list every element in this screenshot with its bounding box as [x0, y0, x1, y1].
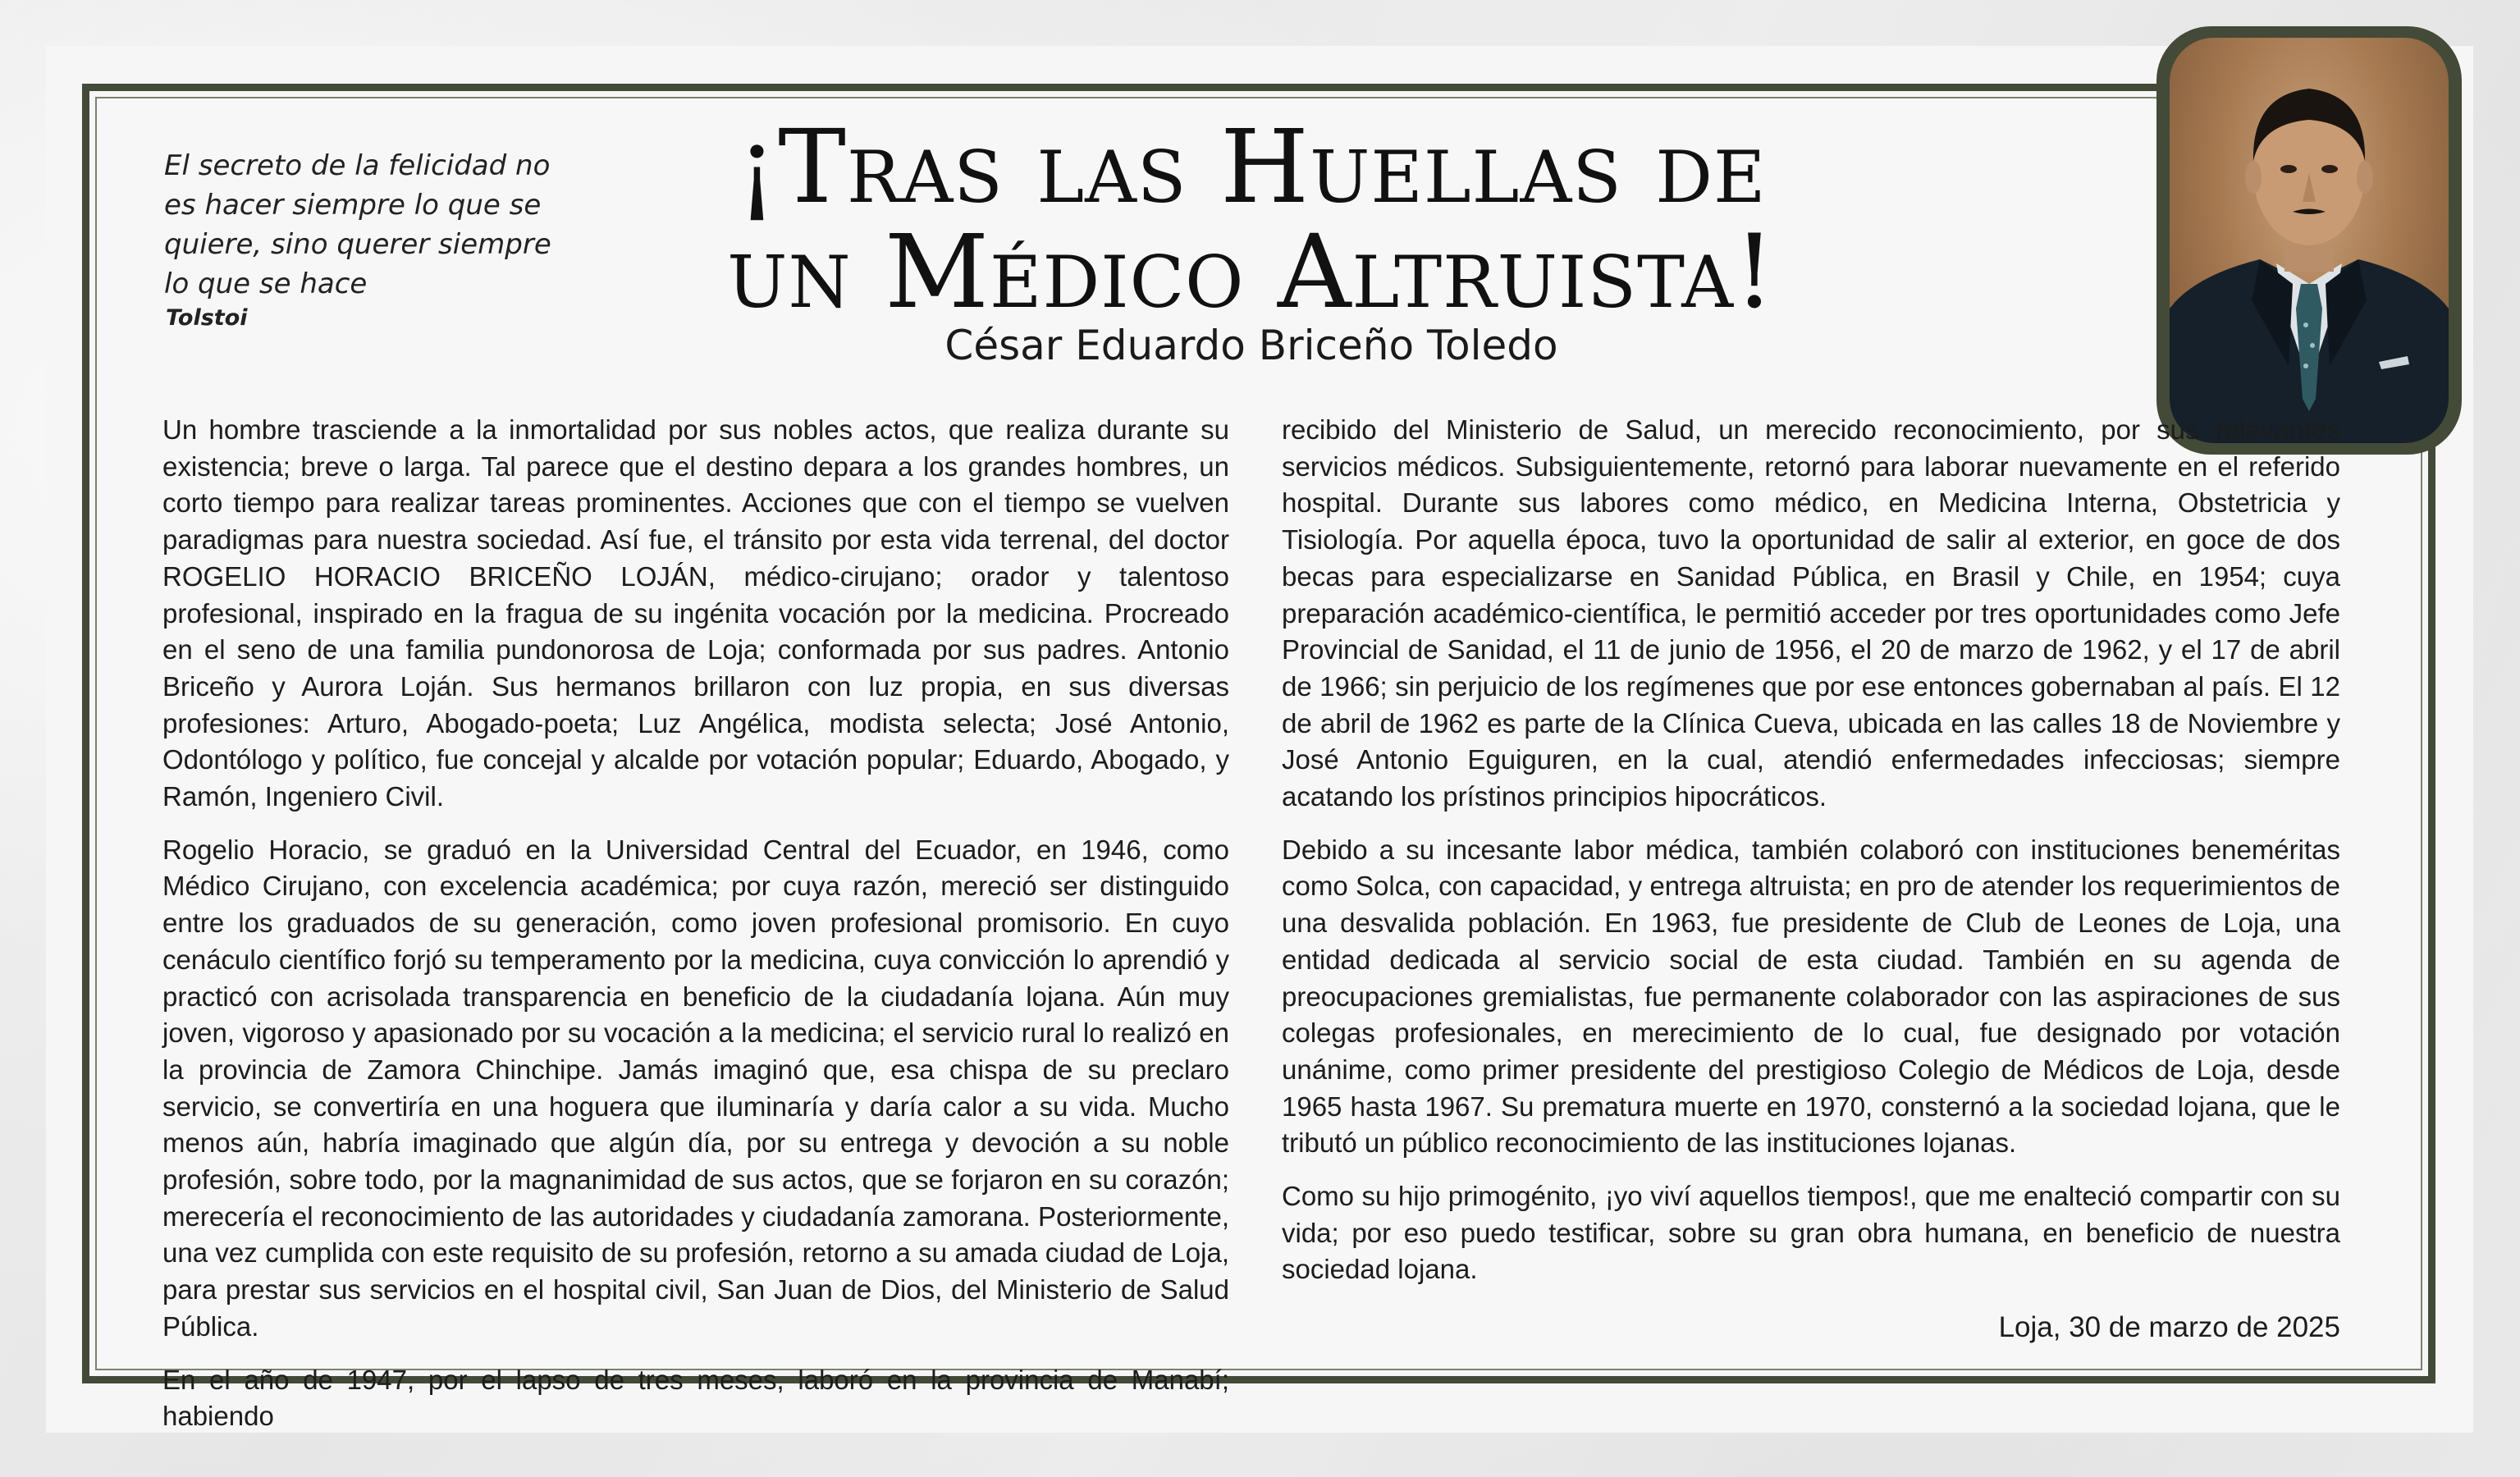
epigraph-author: Tolstoi: [166, 305, 248, 331]
article-author: César Eduardo Briceño Toledo: [944, 322, 1558, 369]
paragraph: Debido a su incesante labor médica, también colaboró con instituciones beneméritas como Solca, con capacidad, y entrega altruista; en pro de atender los requerimientos de una desvalida población. En 1963, fue presidente de Club de Leones de Loja, una entidad dedicada al servicio social de esta ciudad. También en su agenda de preocupaciones gremialistas, fue permanente colaborador con las aspiraciones de sus colegas profesionales, en merecimiento de lo cual, fue designado por votación unánime, como primer presidente del prestigioso Colegio de Médicos de Loja, desde 1965 hasta 1967. Su prematura muerte en 1970, consternó a la sociedad lojana, que le tributó un público reconocimiento de las instituciones lojanas.: [1282, 834, 2340, 1159]
portrait-illustration: [2170, 38, 2449, 443]
paragraph: Como su hijo primogénito, ¡yo viví aquellos tiempos!, que me enalteció compartir con su vida; por eso puedo testificar, sobre su gran obra humana, en beneficio de nuestra sociedad lojana.: [1282, 1181, 2340, 1285]
title-line-1: ¡Tras las Huellas de: [736, 108, 1767, 226]
paragraph: recibido del Ministerio de Salud, un merecido reconocimiento, por sus relevantes servicios médicos. Subsiguientemente, retornó para laborar nuevamente en el referido hospital. Durante sus labores como médico, en Medicina Interna, Obstetricia y Tisiología. Por aquella época, tuvo la oportunidad de salir al exterior, en goce de dos becas para especializarse en Sanidad Pública, en Brasil y Chile, en 1954; cuya preparación académico-científica, le permitió acceder por tres oportunidades como Jefe Provincial de Sanidad, el 11 de junio de 1956, el 20 de marzo de 1962, y el 17 de abril de 1966; sin perjuicio de los regímenes que por ese entonces gobernaban al país. El 12 de abril de 1962 es parte de la Clínica Cueva, ubicada en las calles 18 de Noviembre y José Antonio Eguiguren, en la cual, atendió enfermedades infecciosas; siempre acatando los prístinos principios hipocráticos.: [1282, 414, 2340, 812]
paragraph: Un hombre trasciende a la inmortalidad por sus nobles actos, que realiza durante su existencia; breve o larga. Tal parece que el destino depara a los grandes hombres, un corto tiempo para realizar tareas prominentes. Acciones que con el tiempo se vuelven paradigmas para nuestra sociedad. Así fue, el tránsito por esta vida terrenal, del doctor ROGELIO HORACIO BRICEÑO LOJÁN, médico-cirujano; orador y talentoso profesional, inspirado en la fragua de su ingénita vocación por la medicina. Procreado en el seno de una familia pundonorosa de Loja; conformada por sus padres. Antonio Briceño y Aurora Loján. Sus hermanos brillaron con luz propia, en sus diversas profesiones: Arturo, Abogado-poeta; Luz Angélica, modista selecta; José Antonio, Odontólogo y político, fue concejal y alcalde por votación popular; Eduardo, Abogado, y Ramón, Ingeniero Civil.: [162, 414, 1229, 812]
portrait-photo-icon: [2170, 38, 2449, 443]
epigraph-quote: El secreto de la felicidad no es hacer siempre lo que se quiere, sino querer siempre lo que se hace: [164, 149, 551, 300]
article-title: [574, 108, 1928, 332]
paragraph: Rogelio Horacio, se graduó en la Universidad Central del Ecuador, en 1946, como Médico Cirujano, con excelencia académica; por cuya razón, mereció ser distinguido entre los graduados de su generación, como joven profesional promisorio. En cuyo cenáculo científico forjó su temperamento por la medicina, cuya convicción lo aprendió y practicó con acrisolada transparencia en beneficio de la ciudadanía lojana. Aún muy joven, vigoroso y apasionado por su vocación a la medicina; el servicio rural lo realizó en la provincia de Zamora Chinchipe. Jamás imaginó que, esa chispa de su preclaro servicio, se convertiría en una hoguera que iluminaría y daría calor a su vida. Mucho menos aún, habría imaginado que algún día, por su entrega y devoción a su noble profesión, sobre todo, por la magnanimidad de sus actos, que se forjaron en su corazón; merecería el reconocimiento de las autoridades y ciudadanía zamorana. Posteriormente, una vez cumplida con este requisito de su profesión, retorno a su amada ciudad de Loja, para prestar sus servicios en el hospital civil, San Juan de Dios, del Ministerio de Salud Pública.: [162, 834, 1229, 1342]
title-line-2: un Médico Altruista!: [727, 213, 1776, 332]
article-column-right: [1282, 412, 2340, 1305]
article-column-left: [162, 412, 1229, 1452]
article-date: Loja, 30 de marzo de 2025: [1998, 1311, 2340, 1343]
paragraph: En el año de 1947, por el lapso de tres meses, laboró en la provincia de Manabí; habiendo: [162, 1364, 1229, 1432]
